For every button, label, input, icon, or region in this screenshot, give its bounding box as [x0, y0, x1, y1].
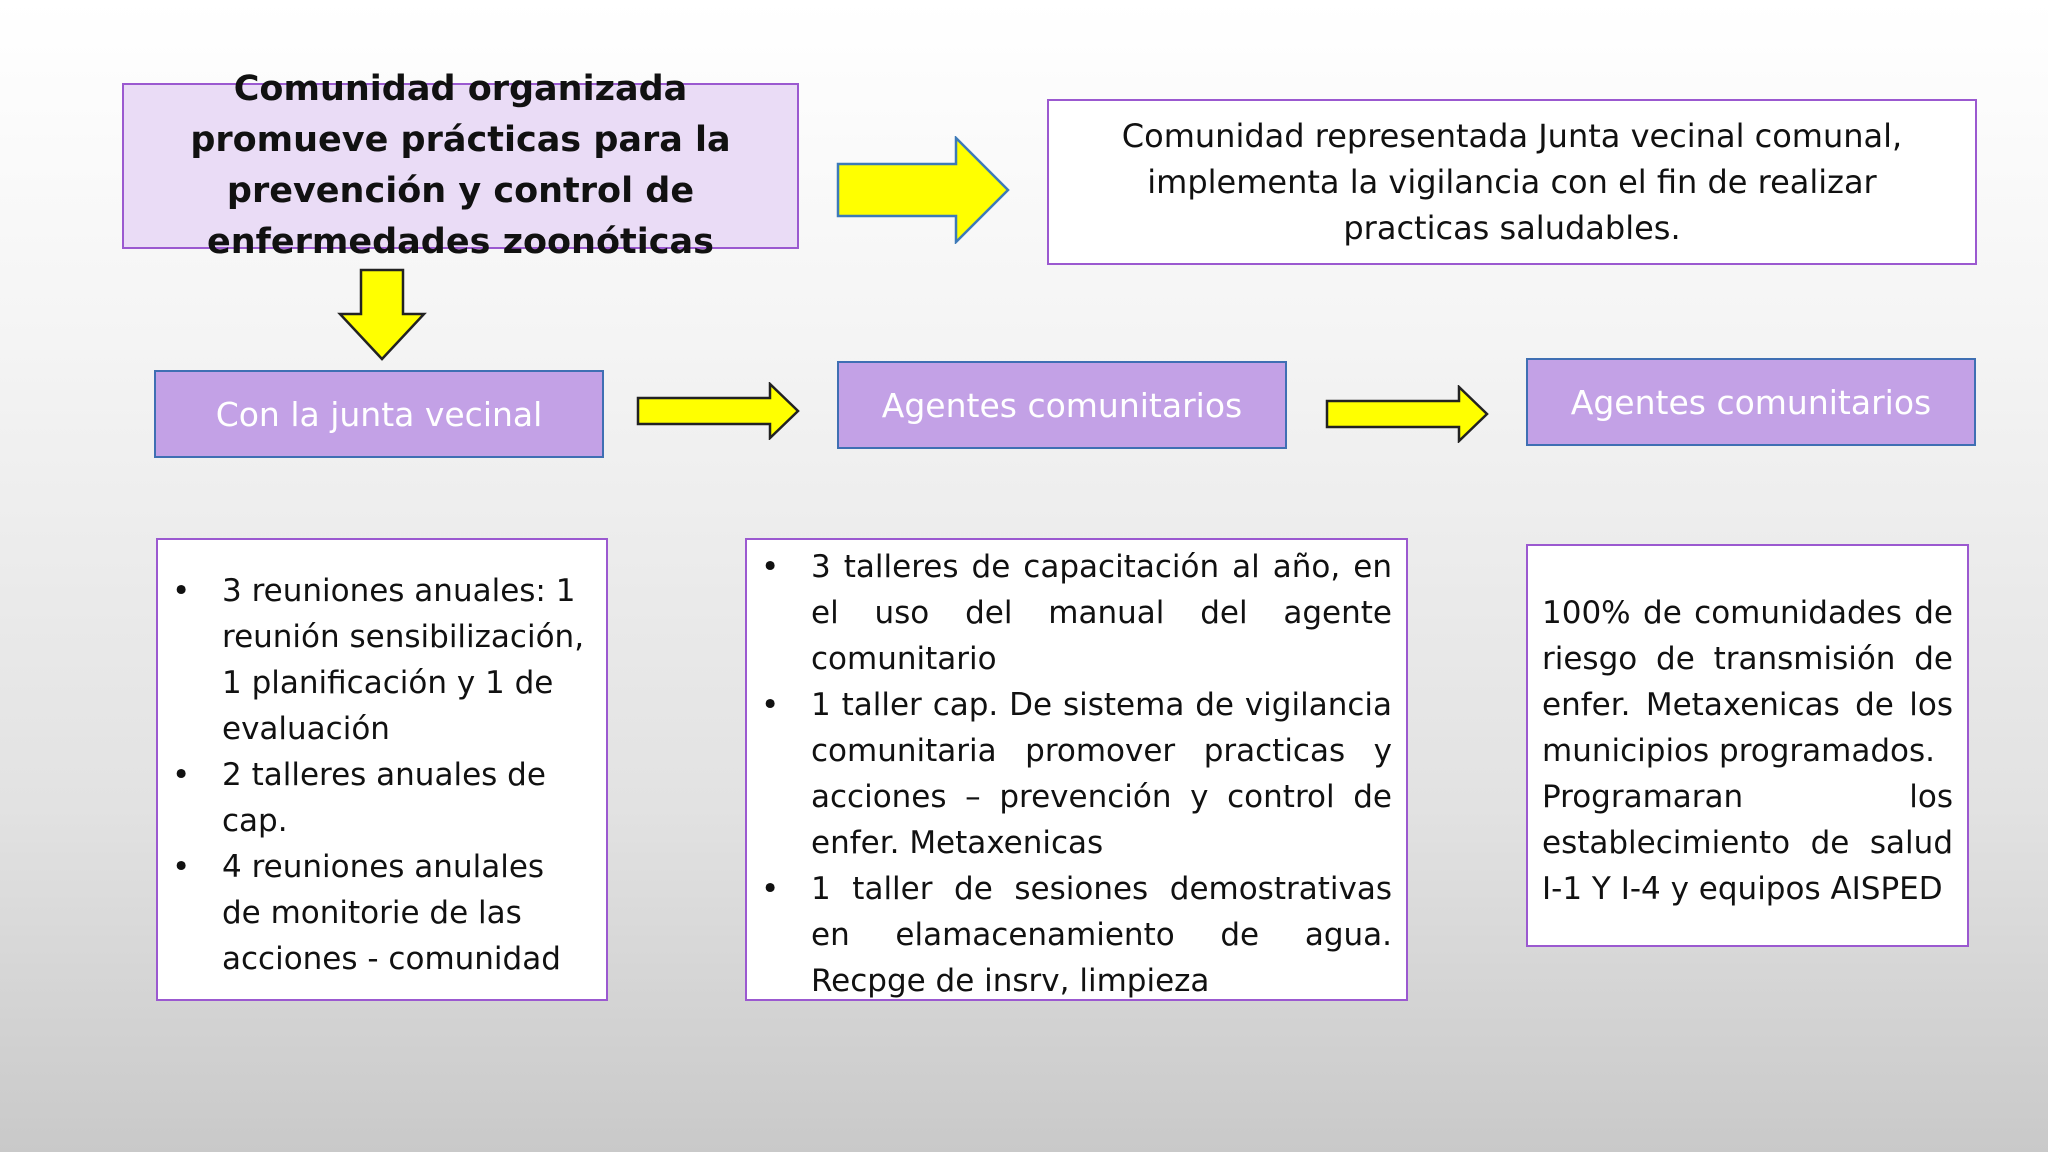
activity-list [158, 568, 590, 982]
list-item: • 4 reuniones anulales de monitorie de las acciones - comunidad [158, 844, 590, 982]
right-arrow-icon [636, 382, 802, 440]
down-arrow-icon [337, 268, 427, 362]
description-text: Comunidad representada Junta vecinal comunal, implementa la vigilancia con el fin de realizar practicas saludables. [1121, 117, 1903, 247]
agentes-results [1526, 544, 1969, 947]
right-arrow-icon [836, 136, 1012, 244]
right-arrow-icon [1325, 385, 1491, 443]
description-box [1047, 99, 1977, 265]
list-item: • 1 taller cap. De sistema de vigilancia comunitaria promover practicas y acciones – prevención y control de enfer. Metaxenicas [747, 682, 1392, 866]
header-label: Agentes comunitarios [881, 385, 1243, 425]
main-concept-text: Comunidad organizada promueve prácticas para la prevención y control de enfermedades zoonóticas [190, 69, 731, 262]
list-item: • 2 talleres anuales de cap. [158, 752, 590, 844]
results-paragraph: 100% de comunidades de riesgo de transmisión de enfer. Metaxenicas de los municipios programados. [1542, 595, 1953, 769]
header-label: Con la junta vecinal [215, 394, 543, 434]
agentes-activities [745, 538, 1408, 1001]
header-agentes-comunitarios-2 [1526, 358, 1976, 446]
junta-vecinal-activities [156, 538, 608, 1001]
activity-list [747, 544, 1392, 1004]
main-concept-box [122, 69, 799, 262]
list-item: • 1 taller de sesiones demostrativas en elamacenamiento de agua. Recpge de insrv, limpieza [747, 866, 1392, 1004]
header-label: Agentes comunitarios [1570, 382, 1932, 422]
header-junta-vecinal [154, 370, 604, 458]
header-agentes-comunitarios [837, 361, 1287, 449]
results-paragraph: Programaran los establecimiento de salud I-1 Y I-4 y equipos AISPED [1542, 779, 1953, 907]
list-item: • 3 reuniones anuales: 1 reunión sensibilización, 1 planificación y 1 de evaluación [158, 568, 590, 752]
list-item: • 3 talleres de capacitación al año, en el uso del manual del agente comunitario [747, 544, 1392, 682]
